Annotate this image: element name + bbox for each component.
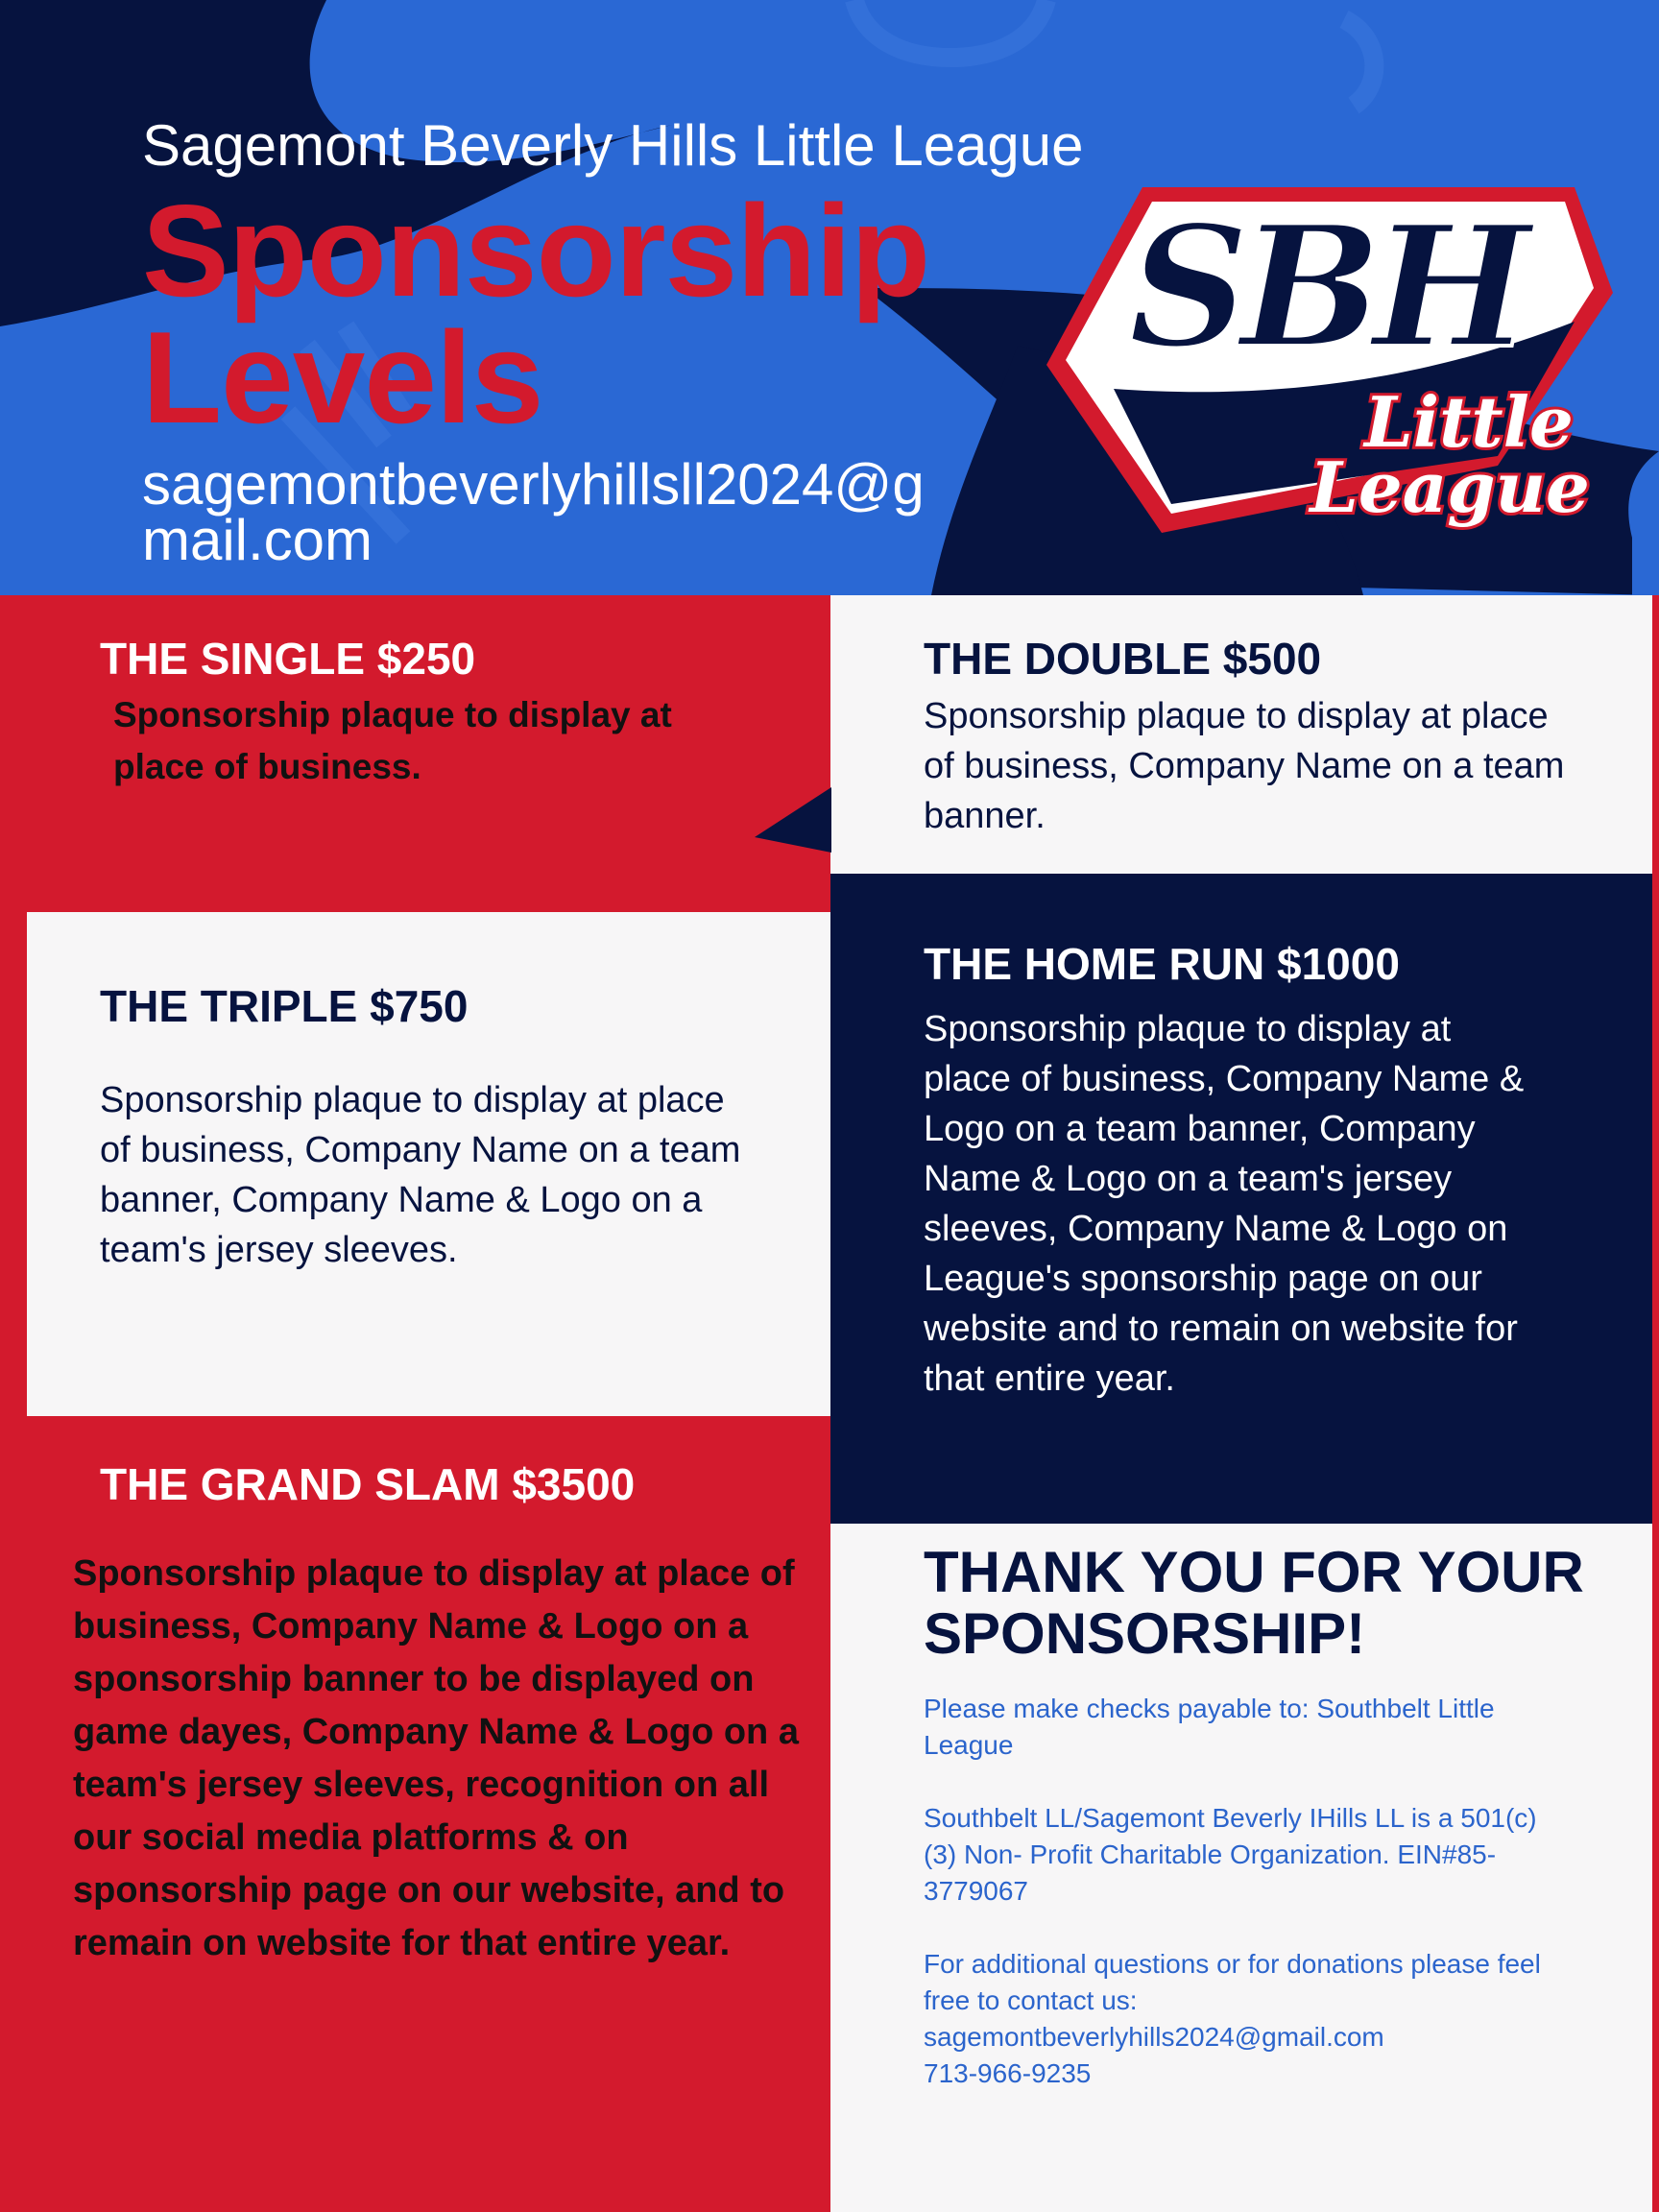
sbh-little-league-logo <box>998 178 1613 552</box>
logo-monogram: SBH <box>1128 189 1522 386</box>
grand-slam-level-description: Sponsorship plaque to display at place of business, Company Name & Logo on a sponsorship banner to be displayed on game dayes, Company Name & Logo on a team's jersey sleeves, recognition on all our social media platforms & on sponsorship page on our website, and to remain on website for that entire year. <box>73 1553 799 1963</box>
checks-payable-note: Please make checks payable to: Southbelt Little League <box>924 1694 1495 1760</box>
contact-phone[interactable]: 713-966-9235 <box>924 2058 1092 2088</box>
single-level-title: THE SINGLE $250 <box>100 634 476 684</box>
thank-you-heading: THANK YOU FOR YOUR SPONSORSHIP! <box>924 1540 1584 1666</box>
triple-level-title: THE TRIPLE $750 <box>100 981 469 1031</box>
contact-email[interactable]: sagemontbeverlyhills2024@gmail.com <box>924 2022 1384 2052</box>
single-level-description: Sponsorship plaque to display at place of business. <box>113 695 672 786</box>
contact-info <box>924 1946 1548 2092</box>
logo-line-league: League <box>1310 446 1590 528</box>
divider-wedge <box>755 787 831 853</box>
double-level-title: THE DOUBLE $500 <box>924 634 1322 684</box>
contact-intro: For additional questions or for donations please feel free to contact us: <box>924 1949 1541 2015</box>
page-title: Sponsorship Levels <box>142 178 930 450</box>
home-run-level-title: THE HOME RUN $1000 <box>924 939 1400 989</box>
nonprofit-note: Southbelt LL/Sagemont Beverly IHills LL is a 501(c)(3) Non- Profit Charitable Organization. EIN#85-3779067 <box>924 1803 1537 1906</box>
grand-slam-level-title: THE GRAND SLAM $3500 <box>100 1459 636 1509</box>
double-level-description: Sponsorship plaque to display at place of business, Company Name on a team banner. <box>924 696 1565 836</box>
logo-line-little: Little <box>1364 381 1574 463</box>
home-run-level-description: Sponsorship plaque to display at place of business, Company Name & Logo on a team banner, Company Name & Logo on a team's jersey sleeves, Company Name & Logo on League's sponsorship page on our website and to remain on website for that entire year. <box>924 1009 1525 1399</box>
organization-name: Sagemont Beverly Hills Little League <box>142 113 1084 178</box>
header-email: sagemontbeverlyhillsll2024@gmail.com <box>142 452 925 572</box>
triple-level-description: Sponsorship plaque to display at place of business, Company Name on a team banner, Company Name & Logo on a team's jersey sleeves. <box>100 1080 741 1270</box>
